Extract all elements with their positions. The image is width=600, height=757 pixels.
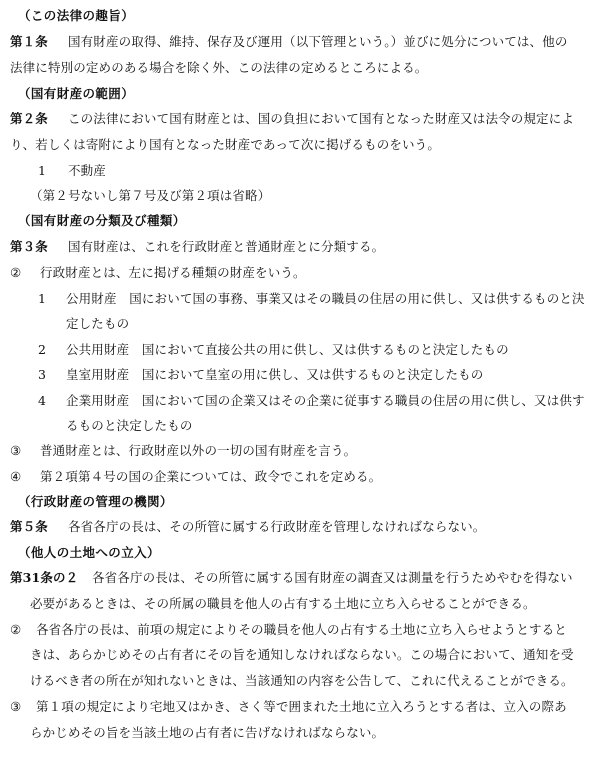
article-5-heading: （行政財産の管理の機関）: [18, 494, 173, 509]
article-3-item-cont: 定したもの: [66, 316, 130, 331]
article-31-2-line: 第31条の２ 各省各庁の長は、その所管に属する国有財産の調査又は測量を行うためやむを得ない: [0, 565, 600, 591]
article-3-item: 4 企業用財産 国において国の企業又はその企業に従事する職員の住居の用に供し、又は供す: [38, 393, 585, 408]
article-3-paragraph-4: ④ 第２項第４号の国の企業については、政令でこれを定める。: [10, 469, 382, 484]
article-31-2-line: きは、あらかじめその占有者にその旨を通知しなければならない。この場合において、通知を受: [30, 647, 574, 662]
article-31-2-heading: （他人の土地への立入）: [18, 545, 160, 560]
article-3-paragraph-3: ③ 普通財産とは、行政財産以外の一切の国有財産を言う。: [10, 443, 357, 458]
article-1-line: 第１条 国有財産の取得、維持、保存及び運用（以下管理という。）並びに処分については、他の: [0, 29, 600, 55]
article-3-item: 2 公共用財産 国において直接公共の用に供し、又は供するものと決定したもの: [38, 342, 509, 357]
article-31-2-paragraph-2: ② 各省各庁の長は、前項の規定によりその職員を他人の占有する土地に立ち入らせようとすると: [10, 622, 567, 637]
article-2-item: 1 不動産: [38, 163, 106, 178]
article-3-item: 1 公用財産 国において国の事務、事業又はその職員の住居の用に供し、又は供するものと決: [38, 291, 585, 306]
article-31-2-line: らかじめその旨を当該土地の占有者に告げなければならない。: [30, 725, 385, 740]
article-3-item-cont: るものと決定したもの: [66, 418, 193, 433]
article-3-line: 第３条 国有財産は、これを行政財産と普通財産とに分類する。: [0, 234, 600, 260]
article-2-heading: （国有財産の範囲）: [18, 86, 135, 101]
article-31-2-label: 第31条の２: [10, 570, 79, 585]
article-1-heading: （この法律の趣旨）: [18, 8, 135, 23]
article-1-label: 第１条: [10, 34, 48, 49]
article-2-note: （第２号ないし第７号及び第２項は省略）: [30, 188, 271, 203]
article-2-line: り、若しくは寄附により国有となった財産であって次に掲げるものをいう。: [10, 137, 440, 152]
article-3-item: 3 皇室用財産 国において皇室の用に供し、又は供するものと決定したもの: [38, 367, 484, 382]
article-3-label: 第３条: [10, 239, 48, 254]
article-5-line: 第５条 各省各庁の長は、その所管に属する行政財産を管理しなければならない。: [0, 514, 600, 540]
article-3-heading: （国有財産の分類及び種類）: [18, 213, 186, 228]
article-2-line: 第２条 この法律において国有財産とは、国の負担において国有となった財産又は法令の規定によ: [0, 106, 600, 132]
article-5-label: 第５条: [10, 519, 48, 534]
article-1-line: 法律に特別の定めのある場合を除く外、この法律の定めるところによる。: [10, 60, 428, 75]
article-3-paragraph-2: ② 行政財産とは、左に掲げる種類の財産をいう。: [10, 265, 306, 280]
article-31-2-paragraph-3: ③ 第１項の規定により宅地又はかき、さく等で囲まれた土地に立入ろうとする者は、立入の際あ: [10, 699, 567, 714]
article-31-2-line: 必要があるときは、その所属の職員を他人の占有する土地に立ち入らせることができる。: [30, 596, 536, 611]
article-31-2-line: けるべき者の所在が知れないときは、当該通知の内容を公告して、これに代えることができる。: [30, 673, 574, 688]
article-2-label: 第２条: [10, 111, 48, 126]
